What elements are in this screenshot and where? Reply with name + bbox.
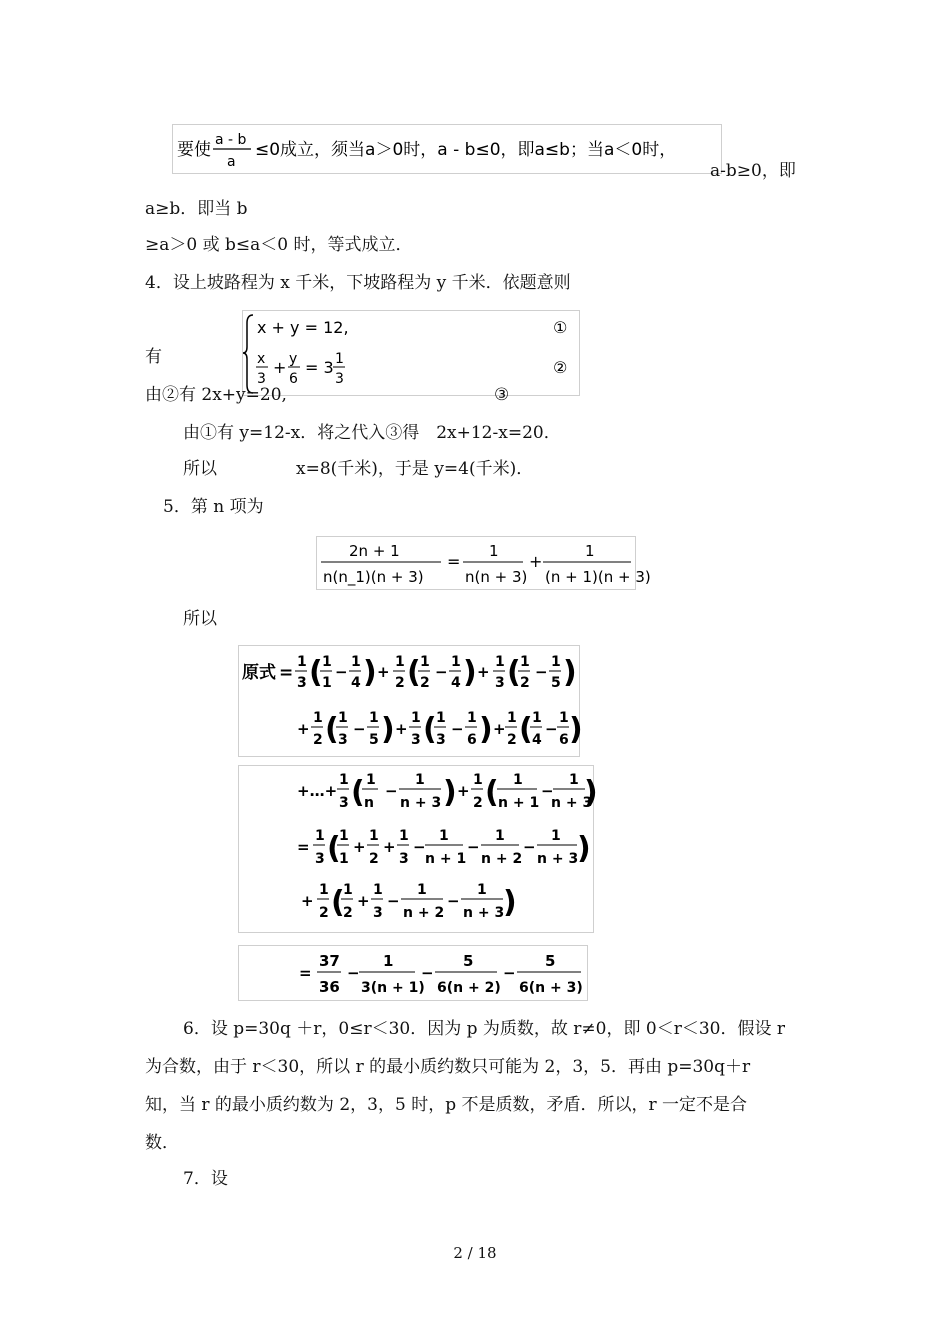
svg-text:1: 1 — [399, 828, 409, 844]
svg-text:1: 1 — [322, 675, 332, 691]
problem4-mark3: ③ — [494, 385, 510, 405]
problem5-intro: 5．第 n 项为 — [163, 497, 264, 517]
problem6-line2: 为合数，由于 r＜30，所以 r 的最小质约数只可能为 2，3，5．再由 p=30q＋r — [145, 1057, 751, 1077]
svg-text:2: 2 — [319, 905, 329, 921]
sum-result-image — [238, 945, 588, 1001]
problem6-line1: 6．设 p=30q ＋r，0≤r＜30．因为 p 为质数，故 r≠0，即 0＜r＜30．假设 r — [183, 1019, 785, 1039]
svg-text:1: 1 — [513, 772, 523, 788]
equation-system-image — [242, 310, 580, 396]
svg-text:n + 3: n + 3 — [537, 851, 579, 867]
svg-text:=: = — [299, 964, 312, 982]
svg-text:①: ① — [553, 318, 568, 337]
svg-text:(: ( — [485, 775, 499, 810]
svg-text:2: 2 — [313, 732, 323, 748]
svg-text:1: 1 — [322, 654, 332, 670]
svg-text:3: 3 — [257, 371, 266, 387]
svg-text:−: − — [421, 964, 434, 982]
svg-text:3: 3 — [315, 851, 325, 867]
svg-text:x: x — [257, 351, 266, 367]
svg-text:): ) — [463, 655, 477, 690]
svg-text:1: 1 — [339, 851, 349, 867]
svg-text:1: 1 — [439, 828, 449, 844]
svg-text:1: 1 — [585, 542, 595, 560]
svg-text:②: ② — [553, 358, 568, 377]
svg-text:−: − — [385, 782, 398, 800]
svg-text:+: + — [353, 838, 366, 856]
svg-text:1: 1 — [467, 710, 477, 726]
svg-text:−: − — [347, 964, 360, 982]
svg-text:n + 2: n + 2 — [481, 851, 523, 867]
svg-text:n + 3: n + 3 — [551, 795, 593, 811]
svg-text:(: ( — [507, 655, 521, 690]
svg-text:1: 1 — [507, 710, 517, 726]
svg-text:n + 1: n + 1 — [498, 795, 540, 811]
svg-text:1: 1 — [473, 772, 483, 788]
svg-text:4: 4 — [532, 732, 542, 748]
svg-text:3: 3 — [495, 675, 505, 691]
svg-text:1: 1 — [366, 772, 376, 788]
problem4-line-c-rest: x=8(千米)，于是 y=4(千米)． — [296, 459, 534, 479]
svg-text:1: 1 — [436, 710, 446, 726]
svg-text:−: − — [413, 838, 426, 856]
svg-text:1: 1 — [415, 772, 425, 788]
svg-text:36: 36 — [319, 978, 340, 996]
svg-text:3: 3 — [411, 732, 421, 748]
svg-text:2: 2 — [343, 905, 353, 921]
formula-image-condition — [172, 124, 722, 174]
svg-text:1: 1 — [319, 882, 329, 898]
svg-text:1: 1 — [489, 542, 499, 560]
svg-text:1: 1 — [315, 828, 325, 844]
svg-text:1: 1 — [338, 710, 348, 726]
svg-text:+: + — [377, 663, 390, 681]
svg-text:1: 1 — [369, 828, 379, 844]
svg-text:1: 1 — [451, 654, 461, 670]
svg-text:+: + — [301, 892, 314, 910]
svg-text:−: − — [523, 838, 536, 856]
svg-text:): ) — [577, 831, 591, 866]
svg-text:2: 2 — [369, 851, 379, 867]
svg-text:−: − — [541, 782, 554, 800]
svg-text:要使: 要使 — [177, 140, 211, 160]
svg-text:1: 1 — [417, 882, 427, 898]
svg-text:): ) — [563, 655, 577, 690]
svg-text:+: + — [457, 782, 470, 800]
problem4-line-b: 由①有 y=12-x．将之代入③得 2x+12-x=20． — [183, 423, 561, 443]
svg-text:1: 1 — [551, 828, 561, 844]
svg-text:1: 1 — [297, 654, 307, 670]
svg-text:n + 2: n + 2 — [403, 905, 445, 921]
nth-term-formula-image — [316, 536, 651, 590]
svg-text:a - b: a - b — [215, 132, 247, 148]
sum-expansion-image-2 — [238, 765, 598, 933]
svg-text:1: 1 — [343, 882, 353, 898]
svg-text:n + 1: n + 1 — [425, 851, 467, 867]
svg-text:1: 1 — [495, 654, 505, 670]
svg-text:1: 1 — [551, 654, 561, 670]
svg-text:(: ( — [327, 831, 341, 866]
svg-text:+: + — [273, 358, 287, 377]
svg-text:): ) — [381, 712, 395, 747]
svg-text:−: − — [451, 720, 464, 738]
svg-text:n + 3: n + 3 — [463, 905, 505, 921]
svg-text:原式: 原式 — [242, 663, 276, 683]
svg-text:5: 5 — [545, 952, 556, 970]
problem5-suoyi: 所以 — [183, 609, 217, 629]
svg-text:(: ( — [407, 655, 421, 690]
block1-line1-tail: a-b≥0，即 — [710, 161, 796, 181]
svg-text:−: − — [545, 720, 558, 738]
svg-text:(: ( — [309, 655, 323, 690]
svg-text:−: − — [447, 892, 460, 910]
svg-text:3: 3 — [399, 851, 409, 867]
svg-text:6: 6 — [467, 732, 477, 748]
svg-text:2: 2 — [473, 795, 483, 811]
svg-text:): ) — [443, 775, 457, 810]
svg-text:6(n + 2): 6(n + 2) — [437, 980, 501, 996]
block1-line2: a≥b．即当 b — [145, 199, 248, 219]
svg-text:1: 1 — [339, 772, 349, 788]
svg-text:3: 3 — [338, 732, 348, 748]
svg-text:(: ( — [351, 775, 365, 810]
svg-text:1: 1 — [339, 828, 349, 844]
svg-text:n(n + 3): n(n + 3) — [465, 568, 528, 586]
svg-text:6: 6 — [289, 371, 298, 387]
svg-text:2n + 1: 2n + 1 — [349, 542, 400, 560]
svg-text:(n + 1)(n + 3): (n + 1)(n + 3) — [545, 568, 651, 586]
svg-text:1: 1 — [411, 710, 421, 726]
problem4-intro: 4．设上坡路程为 x 千米，下坡路程为 y 千米．依题意则 — [145, 273, 571, 293]
svg-text:1: 1 — [559, 710, 569, 726]
svg-text:): ) — [584, 775, 598, 810]
svg-text:3(n + 1): 3(n + 1) — [361, 980, 425, 996]
svg-text:1: 1 — [373, 882, 383, 898]
svg-text:1: 1 — [477, 882, 487, 898]
svg-text:1: 1 — [420, 654, 430, 670]
svg-text:3: 3 — [335, 371, 344, 387]
svg-text:n(n_1)(n + 3): n(n_1)(n + 3) — [323, 568, 424, 586]
svg-text:1: 1 — [395, 654, 405, 670]
svg-text:−: − — [353, 720, 366, 738]
svg-text:1: 1 — [313, 710, 323, 726]
svg-text:=: = — [447, 552, 461, 571]
svg-text:3: 3 — [436, 732, 446, 748]
svg-text:6(n + 3): 6(n + 3) — [519, 980, 583, 996]
svg-text:): ) — [479, 712, 493, 747]
svg-text:1: 1 — [520, 654, 530, 670]
svg-text:5: 5 — [463, 952, 474, 970]
svg-text:1: 1 — [495, 828, 505, 844]
svg-text:+: + — [297, 720, 310, 738]
svg-text:−: − — [503, 964, 516, 982]
svg-text:): ) — [503, 885, 517, 920]
svg-text:2: 2 — [395, 675, 405, 691]
svg-text:1: 1 — [369, 710, 379, 726]
svg-text:5: 5 — [369, 732, 379, 748]
block1-line3: ≥a＞0 或 b≤a＜0 时，等式成立． — [145, 235, 413, 255]
page-number: 2 / 18 — [453, 1244, 497, 1262]
svg-text:= 3: = 3 — [305, 358, 334, 377]
svg-text:1: 1 — [569, 772, 579, 788]
sum-expansion-image-1 — [238, 645, 583, 757]
svg-text:≤0成立，须当a＞0时，a - b≤0，即a≤b；当a＜0时: ≤0成立，须当a＞0时，a - b≤0，即a≤b；当a＜0时， — [255, 140, 677, 160]
problem4-you: 有 — [145, 347, 162, 367]
svg-text:3: 3 — [373, 905, 383, 921]
svg-text:−: − — [335, 663, 348, 681]
svg-text:): ) — [569, 712, 583, 747]
svg-text:1: 1 — [351, 654, 361, 670]
svg-text:1: 1 — [335, 351, 344, 367]
svg-text:+: + — [529, 552, 543, 571]
svg-text:−: − — [387, 892, 400, 910]
svg-text:(: ( — [325, 712, 339, 747]
problem6-line4: 数． — [145, 1133, 179, 1153]
svg-text:+…+: +…+ — [297, 782, 338, 800]
svg-text:6: 6 — [559, 732, 569, 748]
svg-text:(: ( — [331, 885, 345, 920]
svg-text:(: ( — [423, 712, 437, 747]
svg-text:4: 4 — [351, 675, 361, 691]
svg-text:1: 1 — [532, 710, 542, 726]
svg-text:+: + — [395, 720, 408, 738]
svg-text:−: − — [535, 663, 548, 681]
svg-text:y: y — [289, 351, 298, 367]
svg-text:=: = — [279, 663, 294, 683]
svg-text:−: − — [435, 663, 448, 681]
svg-text:+: + — [493, 720, 506, 738]
svg-text:x + y = 12,: x + y = 12, — [257, 318, 349, 337]
svg-text:+: + — [383, 838, 396, 856]
svg-text:a: a — [227, 154, 236, 170]
problem6-line3: 知，当 r 的最小质约数为 2，3，5 时，p 不是质数，矛盾．所以，r 一定不是合 — [145, 1095, 748, 1115]
svg-text:(: ( — [519, 712, 533, 747]
svg-text:−: − — [467, 838, 480, 856]
svg-text:2: 2 — [420, 675, 430, 691]
problem7-intro: 7．设 — [183, 1169, 228, 1189]
svg-text:1: 1 — [383, 952, 394, 970]
svg-text:37: 37 — [319, 952, 340, 970]
svg-text:n: n — [364, 795, 374, 811]
svg-text:5: 5 — [551, 675, 561, 691]
svg-text:2: 2 — [520, 675, 530, 691]
svg-text:2: 2 — [507, 732, 517, 748]
svg-text:4: 4 — [451, 675, 461, 691]
svg-text:): ) — [363, 655, 377, 690]
svg-text:n + 3: n + 3 — [400, 795, 442, 811]
svg-text:3: 3 — [297, 675, 307, 691]
problem4-line-a: 由②有 2x+y=20, — [145, 385, 287, 405]
svg-text:3: 3 — [339, 795, 349, 811]
svg-text:+: + — [357, 892, 370, 910]
svg-text:+: + — [477, 663, 490, 681]
svg-text:=: = — [297, 838, 310, 856]
problem4-line-c-prefix: 所以 — [183, 459, 217, 479]
